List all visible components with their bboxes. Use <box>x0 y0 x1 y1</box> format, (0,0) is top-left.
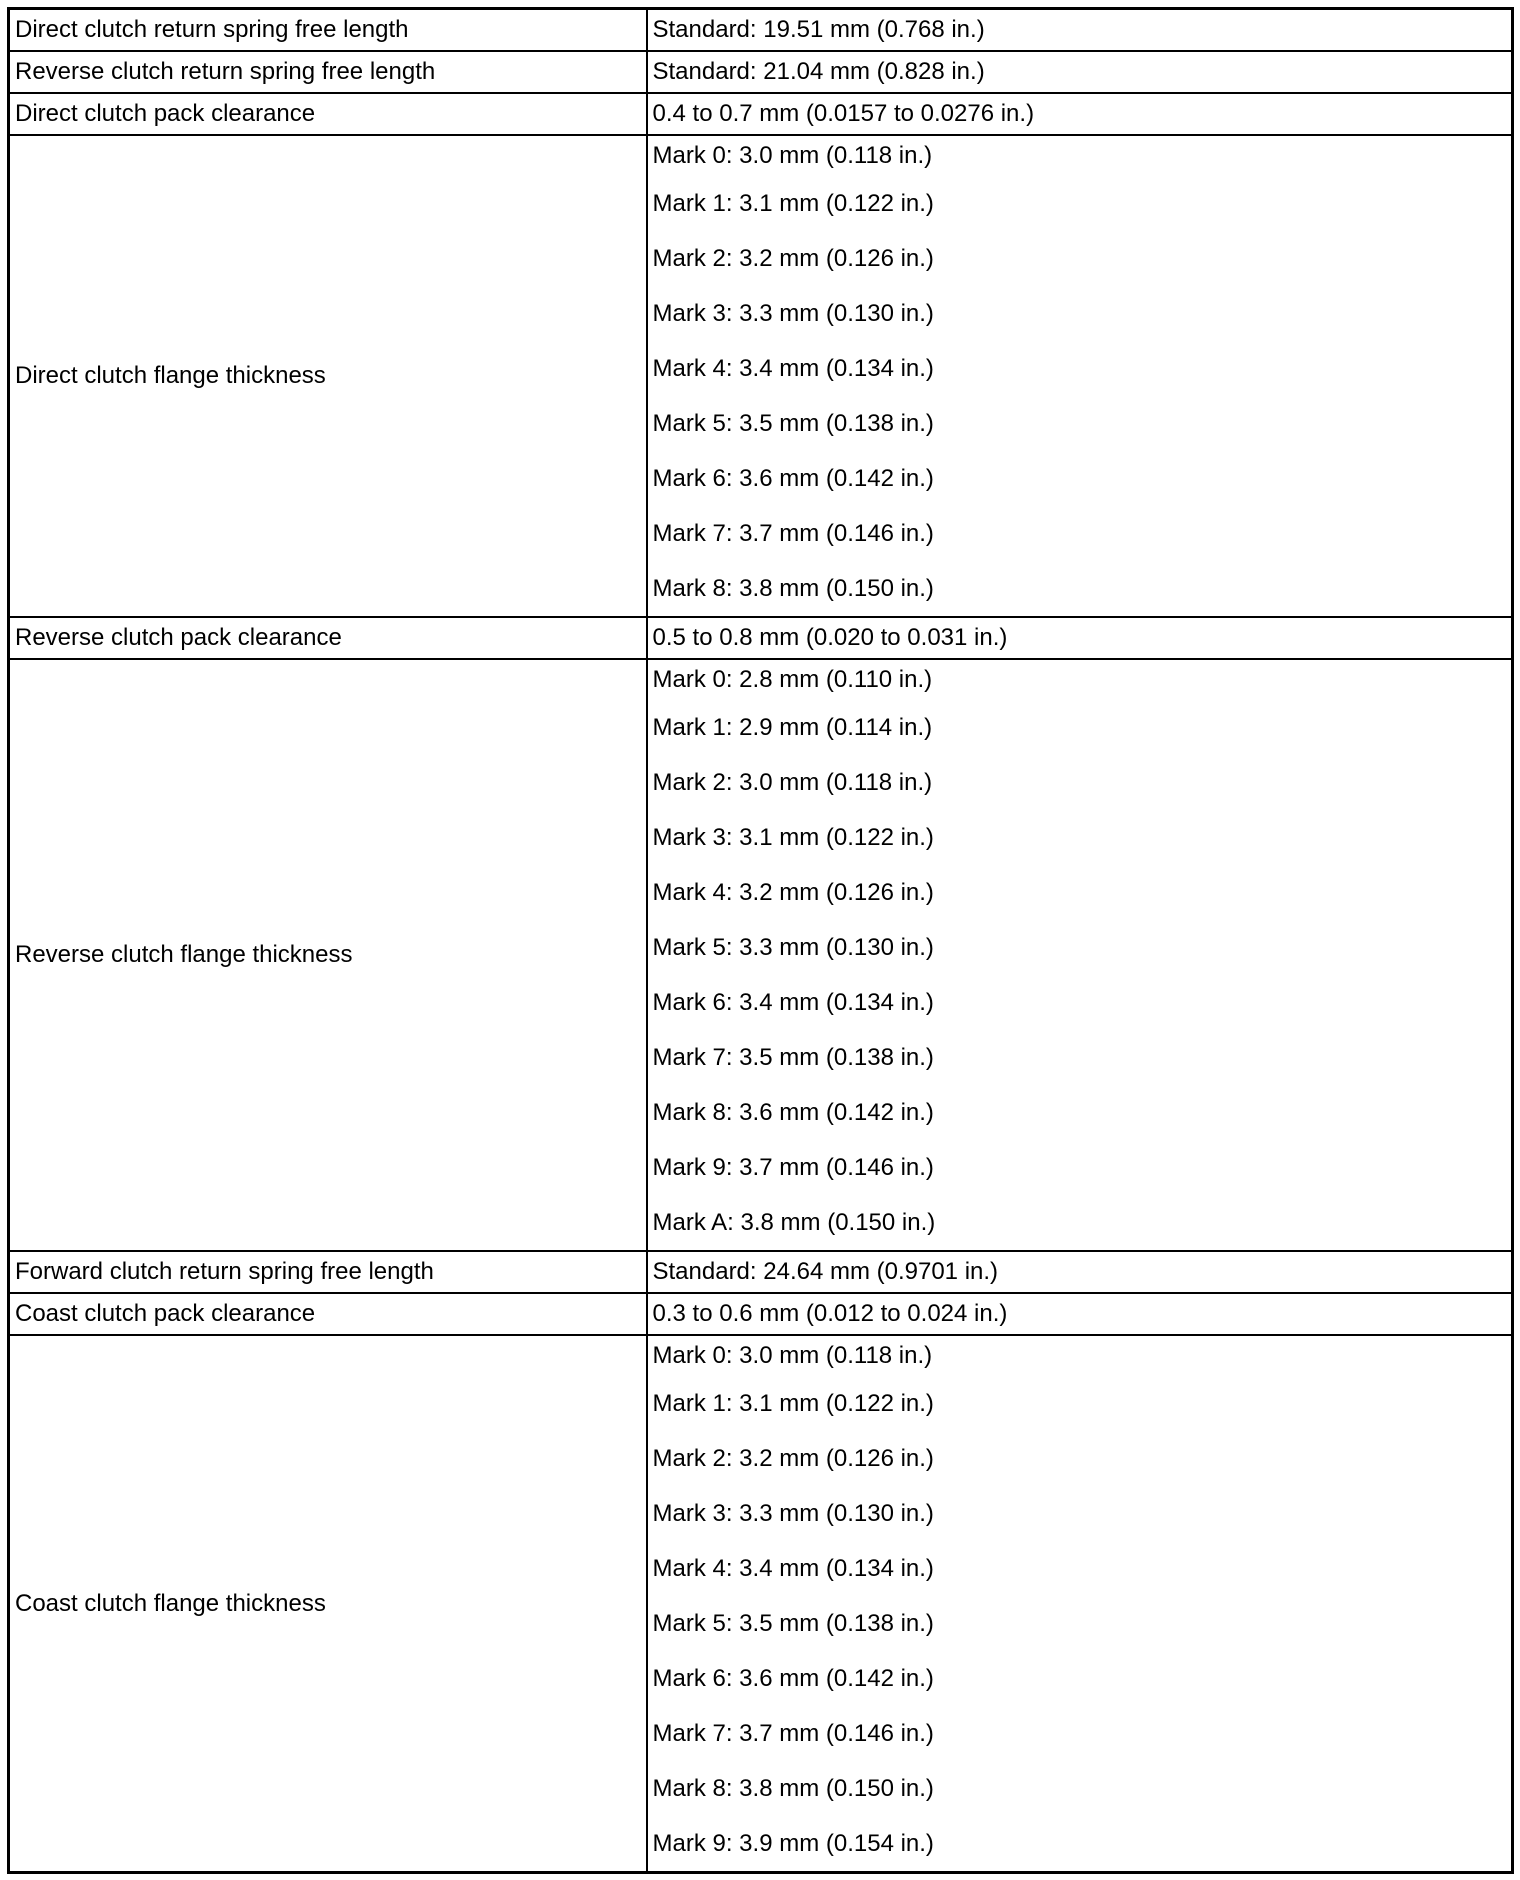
spec-row <box>9 9 1513 52</box>
spec-row <box>9 135 1513 617</box>
spec-value-line: Mark 5: 3.3 mm (0.130 in.) <box>652 934 934 961</box>
spec-label: Reverse clutch pack clearance <box>9 617 647 659</box>
spec-value-line: Mark 6: 3.6 mm (0.142 in.) <box>652 1665 934 1692</box>
spec-value-line: Mark 0: 3.0 mm (0.118 in.) <box>652 142 933 169</box>
spec-label: Reverse clutch return spring free length <box>9 51 647 93</box>
spec-value: Standard: 19.51 mm (0.768 in.) <box>647 9 1513 52</box>
spec-value-line: Mark 2: 3.0 mm (0.118 in.) <box>652 769 933 796</box>
spec-value-line: Mark 9: 3.9 mm (0.154 in.) <box>652 1830 934 1857</box>
spec-value-line: Mark 3: 3.3 mm (0.130 in.) <box>652 1500 934 1527</box>
spec-value: Standard: 24.64 mm (0.9701 in.) <box>647 1251 1513 1293</box>
spec-value-line: Mark 3: 3.3 mm (0.130 in.) <box>652 300 934 327</box>
spec-value-line: Mark 0: 2.8 mm (0.110 in.) <box>652 666 933 693</box>
spec-value-line: Mark 7: 3.7 mm (0.146 in.) <box>652 1720 934 1747</box>
spec-value-line: Mark 1: 3.1 mm (0.122 in.) <box>652 1390 934 1417</box>
spec-row <box>9 659 1513 1251</box>
spec-value-line: Mark 4: 3.2 mm (0.126 in.) <box>652 879 934 906</box>
spec-value-line: Mark 2: 3.2 mm (0.126 in.) <box>652 245 934 272</box>
spec-label: Direct clutch return spring free length <box>9 9 647 52</box>
spec-label: Direct clutch flange thickness <box>9 135 647 617</box>
spec-label: Reverse clutch flange thickness <box>9 659 647 1251</box>
spec-row <box>9 51 1513 93</box>
spec-value-line: Mark 3: 3.1 mm (0.122 in.) <box>652 824 934 851</box>
spec-row <box>9 1251 1513 1293</box>
spec-row <box>9 617 1513 659</box>
spec-value-line: Mark 4: 3.4 mm (0.134 in.) <box>652 1555 934 1582</box>
spec-value: Standard: 21.04 mm (0.828 in.) <box>647 51 1513 93</box>
spec-value-line: Mark 2: 3.2 mm (0.126 in.) <box>652 1445 934 1472</box>
spec-value-line: Mark 0: 3.0 mm (0.118 in.) <box>652 1342 933 1369</box>
spec-value-line: Mark 7: 3.7 mm (0.146 in.) <box>652 520 934 547</box>
specification-table <box>7 7 1514 1874</box>
spec-value-line: Mark 6: 3.4 mm (0.134 in.) <box>652 989 934 1016</box>
spec-label: Direct clutch pack clearance <box>9 93 647 135</box>
spec-value: 0.5 to 0.8 mm (0.020 to 0.031 in.) <box>647 617 1513 659</box>
spec-row <box>9 1335 1513 1873</box>
spec-row <box>9 1293 1513 1335</box>
spec-row <box>9 93 1513 135</box>
spec-value-line: Mark 1: 3.1 mm (0.122 in.) <box>652 190 934 217</box>
spec-label: Coast clutch flange thickness <box>9 1335 647 1873</box>
spec-value-line: Mark 4: 3.4 mm (0.134 in.) <box>652 355 934 382</box>
spec-value-cell <box>647 659 1513 1251</box>
spec-value-line: Mark 5: 3.5 mm (0.138 in.) <box>652 410 934 437</box>
spec-value: 0.3 to 0.6 mm (0.012 to 0.024 in.) <box>647 1293 1513 1335</box>
specification-table-body <box>9 9 1513 1873</box>
spec-value-line: Mark 8: 3.8 mm (0.150 in.) <box>652 1775 934 1802</box>
spec-label: Coast clutch pack clearance <box>9 1293 647 1335</box>
spec-value-line: Mark 8: 3.6 mm (0.142 in.) <box>652 1099 934 1126</box>
spec-value-cell <box>647 135 1513 617</box>
spec-label: Forward clutch return spring free length <box>9 1251 647 1293</box>
spec-value-cell <box>647 1335 1513 1873</box>
spec-value-line: Mark 1: 2.9 mm (0.114 in.) <box>652 714 933 741</box>
spec-value: 0.4 to 0.7 mm (0.0157 to 0.0276 in.) <box>647 93 1513 135</box>
spec-value-line: Mark 8: 3.8 mm (0.150 in.) <box>652 575 934 602</box>
spec-value-line: Mark 7: 3.5 mm (0.138 in.) <box>652 1044 934 1071</box>
spec-value-line: Mark 5: 3.5 mm (0.138 in.) <box>652 1610 934 1637</box>
spec-value-line: Mark 9: 3.7 mm (0.146 in.) <box>652 1154 934 1181</box>
spec-value-line: Mark A: 3.8 mm (0.150 in.) <box>652 1209 936 1236</box>
spec-value-line: Mark 6: 3.6 mm (0.142 in.) <box>652 465 934 492</box>
